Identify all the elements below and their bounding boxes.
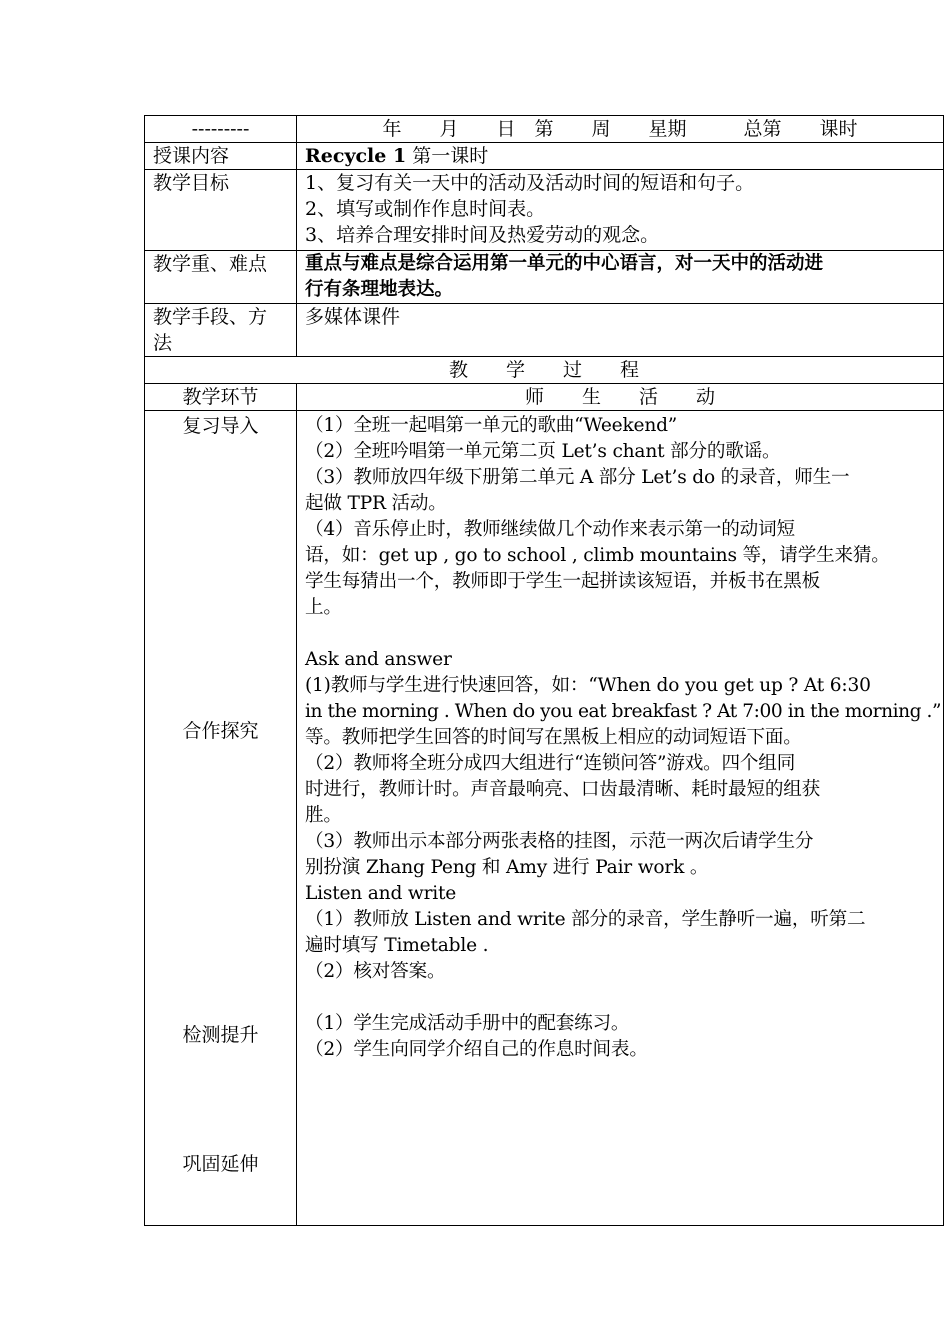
header-date-line: 年 月 日 第 周 星期 总第 课时 bbox=[297, 116, 944, 143]
activity-line: （2）学生向同学介绍自己的作息时间表。 bbox=[305, 1039, 648, 1060]
activity-heading: Ask and answer bbox=[305, 649, 452, 670]
process-header-row bbox=[145, 384, 944, 411]
activity-line: （4）音乐停止时，教师继续做几个动作来表示第一的动词短 bbox=[305, 519, 795, 540]
activity-line: （2）教师将全班分成四大组进行“连锁问答”游戏。四个组同 bbox=[305, 753, 796, 774]
key-points-label: 教学重、难点 bbox=[145, 251, 297, 304]
content-value-bold: Recycle 1 bbox=[305, 145, 407, 167]
goals-label: 教学目标 bbox=[145, 170, 297, 251]
activity-line: 等。教师把学生回答的时间写在黑板上相应的动词短语下面。 bbox=[305, 727, 802, 748]
process-phases bbox=[145, 411, 297, 1226]
activity-line: （1）教师放 Listen and write 部分的录音，学生静听一遍，听第二 bbox=[305, 909, 866, 930]
goal-item: 2、填写或制作作息时间表。 bbox=[305, 198, 546, 220]
header-row bbox=[145, 116, 944, 143]
activity-line: 遍时填写 Timetable . bbox=[305, 935, 489, 956]
content-label: 授课内容 bbox=[145, 143, 297, 170]
process-activities bbox=[297, 411, 944, 1226]
phase-test: 检测提升 bbox=[182, 1024, 259, 1046]
goal-item: 1、复习有关一天中的活动及活动时间的短语和句子。 bbox=[305, 172, 755, 194]
process-body-row bbox=[145, 411, 944, 1226]
key-points-line: 重点与难点是综合运用第一单元的中心语言，对一天中的活动进 bbox=[305, 253, 824, 274]
activity-heading: Listen and write bbox=[305, 883, 457, 904]
lesson-plan-table bbox=[144, 115, 944, 1226]
activity-line: （2）核对答案。 bbox=[305, 961, 446, 982]
blank-line bbox=[305, 985, 935, 1011]
content-row bbox=[145, 143, 944, 170]
process-title-row bbox=[145, 357, 944, 384]
methods-row bbox=[145, 304, 944, 357]
phase-cooperate: 合作探究 bbox=[182, 720, 259, 742]
activity-line: (1)教师与学生进行快速回答，如：“When do you get up ? At 6:30 bbox=[305, 675, 871, 696]
goal-item: 3、培养合理安排时间及热爱劳动的观念。 bbox=[305, 224, 660, 246]
blank-line bbox=[305, 621, 935, 647]
activity-line: 起做 TPR 活动。 bbox=[305, 493, 447, 514]
activity-line: （1）全班一起唱第一单元的歌曲“Weekend” bbox=[305, 415, 678, 436]
key-points-line: 行有条理地表达。 bbox=[305, 279, 454, 300]
activity-line: 语，如：get up , go to school , climb mountains 等，请学生来猜。 bbox=[305, 545, 890, 566]
content-value bbox=[297, 143, 944, 170]
content-value-rest: 第一课时 bbox=[406, 145, 489, 167]
header-dashes: --------- bbox=[145, 116, 297, 143]
methods-label bbox=[145, 304, 297, 357]
phase-extend: 巩固延伸 bbox=[182, 1153, 259, 1175]
activity-line: 别扮演 Zhang Peng 和 Amy 进行 Pair work 。 bbox=[305, 857, 709, 878]
activity-line: 时进行，教师计时。声音最响亮、口齿最清晰、耗时最短的组获 bbox=[305, 779, 821, 800]
activity-line: 学生每猜出一个，教师即于学生一起拼读该短语，并板书在黑板 bbox=[305, 571, 821, 592]
process-col2-header: 师 生 活 动 bbox=[297, 384, 944, 411]
phase-review: 复习导入 bbox=[182, 415, 259, 437]
activity-line: 上。 bbox=[305, 597, 342, 618]
activity-line: 胜。 bbox=[305, 805, 342, 826]
activity-line: （1）学生完成活动手册中的配套练习。 bbox=[305, 1013, 630, 1034]
activity-line: （3）教师出示本部分两张表格的挂图，示范一两次后请学生分 bbox=[305, 831, 814, 852]
goals-row bbox=[145, 170, 944, 251]
goals-list bbox=[297, 170, 944, 251]
methods-value: 多媒体课件 bbox=[297, 304, 944, 357]
key-points-value bbox=[297, 251, 944, 304]
methods-label-line: 法 bbox=[153, 332, 173, 354]
key-points-row bbox=[145, 251, 944, 304]
activity-line: （3）教师放四年级下册第二单元 A 部分 Let’s do 的录音，师生一 bbox=[305, 467, 850, 488]
activity-line: in the morning . When do you eat breakfast ? At 7:00 in the morning .” bbox=[305, 701, 942, 722]
methods-label-line: 教学手段、方 bbox=[153, 306, 268, 328]
activity-line: （2）全班吟唱第一单元第二页 Let’s chant 部分的歌谣。 bbox=[305, 441, 781, 462]
process-title: 教 学 过 程 bbox=[145, 357, 944, 384]
process-col1-header: 教学环节 bbox=[145, 384, 297, 411]
